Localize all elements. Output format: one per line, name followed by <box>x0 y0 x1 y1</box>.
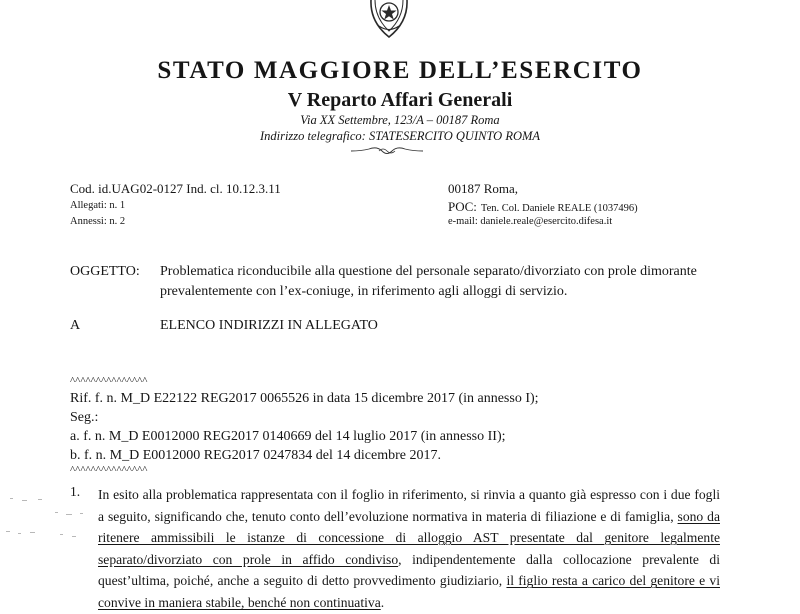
recipient-text: ELENCO INDIRIZZI IN ALLEGATO <box>160 318 378 333</box>
subject-label: OGGETTO: <box>70 264 140 279</box>
recipient-label: A <box>70 318 81 333</box>
poc-label: POC: <box>448 199 477 214</box>
paragraph-underlined-1: sono da ritenere ammissibili le istanze di concessione di alloggio AST presentate dal genitore legalmente separato/divorziato con prole in affido condiviso <box>98 508 720 567</box>
follow-up-label: Seg.: <box>70 410 99 425</box>
annexes-count: Annessi: n. 2 <box>70 216 126 227</box>
separator-top: ^^^^^^^^^^^^^^^ <box>70 375 148 387</box>
subject-line-2: prevalentemente con l’ex-coniuge, in riferimento agli alloggi di servizio. <box>160 284 568 299</box>
follow-up-a: a. f. n. M_D E0012000 REG2017 0140669 del 14 luglio 2017 (in annesso II); <box>70 429 506 444</box>
paragraph-body <box>98 484 720 614</box>
attachments-count: Allegati: n. 1 <box>70 200 126 211</box>
subject-line-1: Problematica riconducibile alla questione del personale separato/divorziato con prole dimorante <box>160 264 697 279</box>
contact-email[interactable]: e-mail: daniele.reale@esercito.difesa.it <box>448 216 613 227</box>
poc-line <box>448 198 638 216</box>
separator-bottom: ^^^^^^^^^^^^^^^ <box>70 464 148 476</box>
follow-up-b: b. f. n. M_D E0012000 REG2017 0247834 del 14 dicembre 2017. <box>70 448 441 463</box>
document-subtitle: V Reparto Affari Generali <box>287 89 513 111</box>
scan-artifacts <box>0 490 95 570</box>
paragraph-number: 1. <box>70 484 81 499</box>
document-code: Cod. id.UAG02-0127 Ind. cl. 10.12.3.11 <box>70 181 281 196</box>
italian-republic-emblem-icon <box>367 0 411 40</box>
paragraph-text-2: , indipendentemente dalla collocazione prevalente di quest’ultima, poiché, anche a seguito di detto provvedimento giudiziario, <box>98 551 720 589</box>
document-title: STATO MAGGIORE DELL’ESERCITO <box>157 57 643 84</box>
poc-value: Ten. Col. Daniele REALE (1037496) <box>480 203 638 214</box>
city-date: 00187 Roma, <box>448 181 519 196</box>
paragraph-text-1: In esito alla problematica rappresentata con il foglio in riferimento, si rinvia a quanto già espresso con i due fogli a seguito, significando che, tenuto conto dell’evoluzione normativa in materia di filiazione e di famiglia, <box>98 487 720 524</box>
ornament-divider-icon <box>349 145 425 157</box>
office-address: Via XX Settembre, 123/A – 00187 Roma <box>300 113 500 127</box>
telegraphic-address: Indirizzo telegrafico: STATESERCITO QUINTO ROMA <box>259 129 541 143</box>
paragraph-text-3: . <box>380 594 385 610</box>
paragraph-underlined-2: il figlio resta a carico del genitore e vi convive in maniera stabile, benché non continuativa <box>98 573 720 610</box>
reference-main: Rif. f. n. M_D E22122 REG2017 0065526 in data 15 dicembre 2017 (in annesso I); <box>70 391 539 406</box>
